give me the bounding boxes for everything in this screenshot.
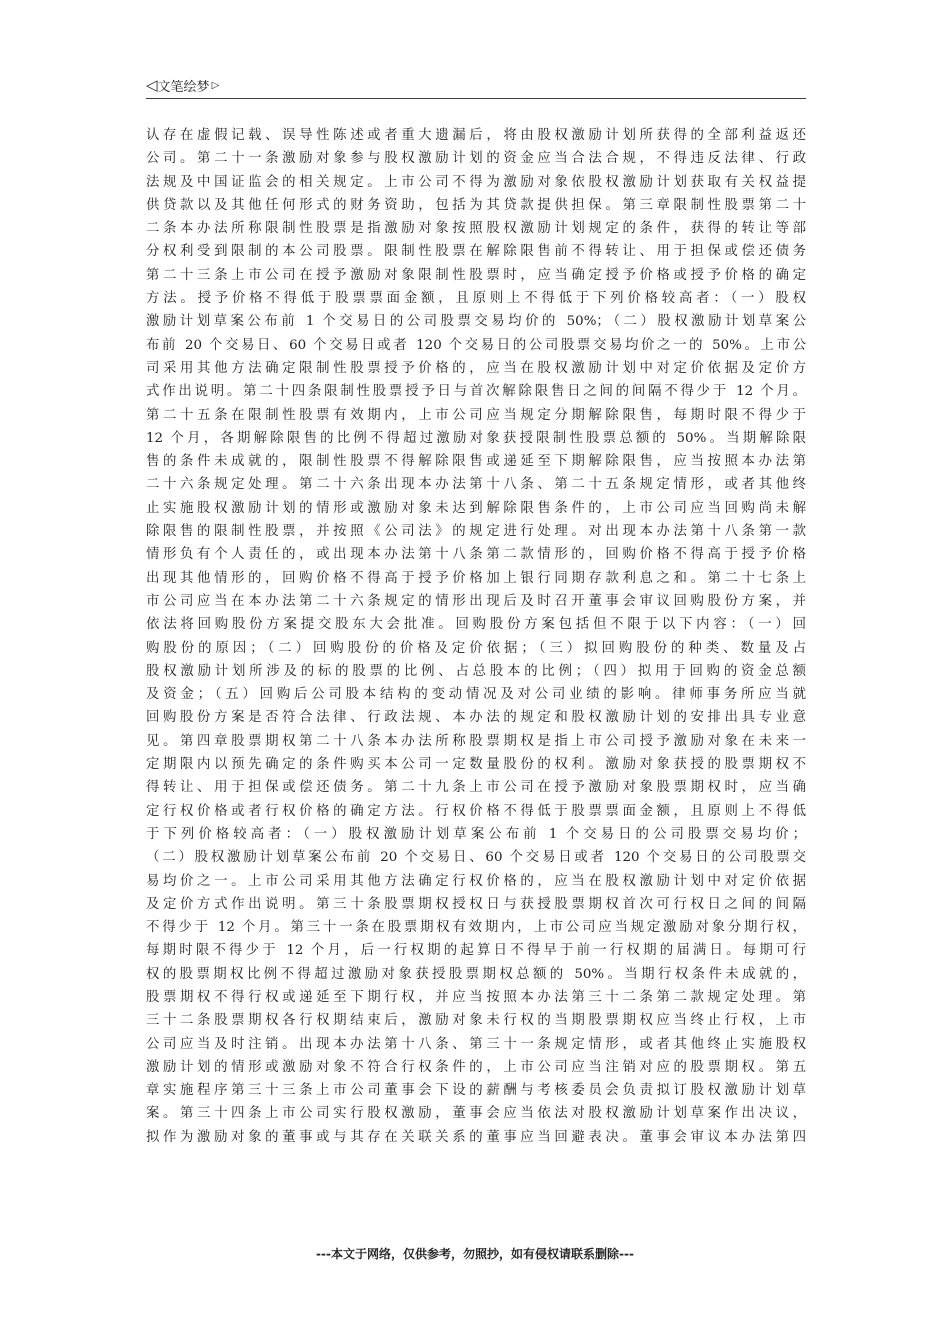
text-line: 第二十五条在限制性股票有效期内，上市公司应当规定分期解除限售，每期时限不得少于 (146, 407, 806, 423)
text-line: 见。第四章股票期权第二十八条本办法所称股票期权是指上市公司授予激励对象在未来一 (146, 733, 806, 749)
text-line: 三十二条股票期权各行权期结束后，激励对象未行权的当期股票期权应当终止行权，上市 (146, 1013, 806, 1029)
text-line: 除限售的限制性股票，并按照《公司法》的规定进行处理。对出现本办法第十八条第一款 (146, 524, 806, 540)
text-line: 出现其他情形的，回购价格不得高于授予价格加上银行同期存款利息之和。第二十七条上 (146, 570, 806, 586)
text-line: 激励计划的情形或激励对象不符合行权条件的，上市公司应当注销对应的股票期权。第五 (146, 1059, 806, 1075)
text-line: 公司应当及时注销。出现本办法第十八条、第三十一条规定情形，或者其他终止实施股权 (146, 1036, 806, 1052)
text-line: 法规及中国证监会的相关规定。上市公司不得为激励对象依股权激励计划获取有关权益提 (146, 174, 806, 190)
text-line: （二）股权激励计划草案公布前 20 个交易日、60 个交易日或者 120 个交易日的公司股票交 (146, 850, 806, 866)
page-footer: ---本文于网络，仅供参考，勿照抄，如有侵权请联系删除--- (316, 1247, 634, 1261)
text-line: 权的股票期权比例不得超过激励对象获授股票期权总额的 50%。当期行权条件未成就的， (146, 966, 806, 982)
text-line: 及资金；（五）回购后公司股本结构的变动情况及对公司业绩的影响。律师事务所应当就 (146, 687, 806, 703)
document-body (146, 124, 806, 1149)
text-line: 售的条件未成就的，限制性股票不得解除限售或递延至下期解除限售，应当按照本办法第 (146, 454, 806, 470)
text-line: 股票期权不得行权或递延至下期行权，并应当按照本办法第三十二条第二款规定处理。第 (146, 989, 806, 1005)
text-line: 12 个月，各期解除限售的比例不得超过激励对象获授限制性股票总额的 50%。当期解除限 (146, 430, 806, 446)
text-line: 购股份的原因；（二）回购股份的价格及定价依据；（三）拟回购股份的种类、数量及占 (146, 640, 806, 656)
text-line: 认存在虚假记载、误导性陈述或者重大遗漏后，将由股权激励计划所获得的全部利益返还 (146, 128, 806, 143)
text-line: 市公司应当在本办法第二十六条规定的情形出现后及时召开董事会审议回购股份方案，并 (146, 593, 806, 609)
text-line: 情形负有个人责任的，或出现本办法第十八条第二款情形的，回购价格不得高于授予价格 (146, 547, 806, 563)
right-triangle-icon: ▷ (211, 79, 220, 91)
text-line: 于下列价格较高者：（一）股权激励计划草案公布前 1 个交易日的公司股票交易均价； (146, 826, 806, 842)
text-line: 供贷款以及其他任何形式的财务资助，包括为其贷款提供担保。第三章限制性股票第二十 (146, 197, 806, 213)
text-line: 得转让、用于担保或偿还债务。第二十九条上市公司在授予激励对象股票期权时，应当确 (146, 780, 806, 796)
text-line: 二十六条规定处理。第二十六条出现本办法第十八条、第二十五条规定情形，或者其他终 (146, 477, 806, 493)
text-line: 股权激励计划所涉及的标的股票的比例、占总股本的比例；（四）拟用于回购的资金总额 (146, 663, 806, 679)
text-line: 依法将回购股份方案提交股东大会批准。回购股份方案包括但不限于以下内容：（一）回 (146, 617, 806, 633)
brand-logo (146, 76, 219, 95)
text-line: 式作出说明。第二十四条限制性股票授予日与首次解除限售日之间的间隔不得少于 12 个月。 (146, 384, 806, 400)
text-line: 公司。第二十一条激励对象参与股权激励计划的资金应当合法合规，不得违反法律、行政 (146, 151, 806, 167)
text-line: 案。第三十四条上市公司实行股权激励，董事会应当依法对股权激励计划草案作出决议， (146, 1106, 806, 1122)
text-line: 止实施股权激励计划的情形或激励对象未达到解除限售条件的，上市公司应当回购尚未解 (146, 500, 806, 516)
text-line: 二条本办法所称限制性股票是指激励对象按照股权激励计划规定的条件，获得的转让等部 (146, 221, 806, 237)
text-line: 定期限内以预先确定的条件购买本公司一定数量股份的权利。激励对象获授的股票期权不 (146, 757, 806, 773)
text-line: 易均价之一。上市公司采用其他方法确定行权价格的，应当在股权激励计划中对定价依据 (146, 873, 806, 889)
text-line: 布前 20 个交易日、60 个交易日或者 120 个交易日的公司股票交易均价之一的 50%。上市公 (146, 337, 806, 353)
text-line: 第二十三条上市公司在授予激励对象限制性股票时，应当确定授予价格或授予价格的确定 (146, 267, 806, 283)
text-line: 拟作为激励对象的董事或与其存在关联关系的董事应当回避表决。董事会审议本办法第四 (146, 1129, 806, 1145)
page-header (146, 74, 806, 99)
text-line: 及定价方式作出说明。第三十条股票期权授权日与获授股票期权首次可行权日之间的间隔 (146, 896, 806, 912)
left-triangle-icon: ◁ (146, 76, 158, 94)
text-line: 每期时限不得少于 12 个月，后一行权期的起算日不得早于前一行权期的届满日。每期可行 (146, 943, 806, 959)
text-line: 不得少于 12 个月。第三十一条在股票期权有效期内，上市公司应当规定激励对象分期行权， (146, 920, 806, 936)
text-line: 司采用其他方法确定限制性股票授予价格的，应当在股权激励计划中对定价依据及定价方 (146, 360, 806, 376)
text-line: 回购股份方案是否符合法律、行政法规、本办法的规定和股权激励计划的安排出具专业意 (146, 710, 806, 726)
text-line: 方法。授予价格不得低于股票票面金额，且原则上不得低于下列价格较高者：（一）股权 (146, 291, 806, 307)
text-line: 定行权价格或者行权价格的确定方法。行权价格不得低于股票票面金额，且原则上不得低 (146, 803, 806, 819)
text-line: 章实施程序第三十三条上市公司董事会下设的薪酬与考核委员会负责拟订股权激励计划草 (146, 1083, 806, 1099)
text-line: 激励计划草案公布前 1 个交易日的公司股票交易均价的 50%；（二）股权激励计划草案公 (146, 314, 806, 330)
brand-name: 文笔绘梦 (157, 80, 210, 95)
text-line: 分权利受到限制的本公司股票。限制性股票在解除限售前不得转让、用于担保或偿还债务 (146, 244, 806, 260)
